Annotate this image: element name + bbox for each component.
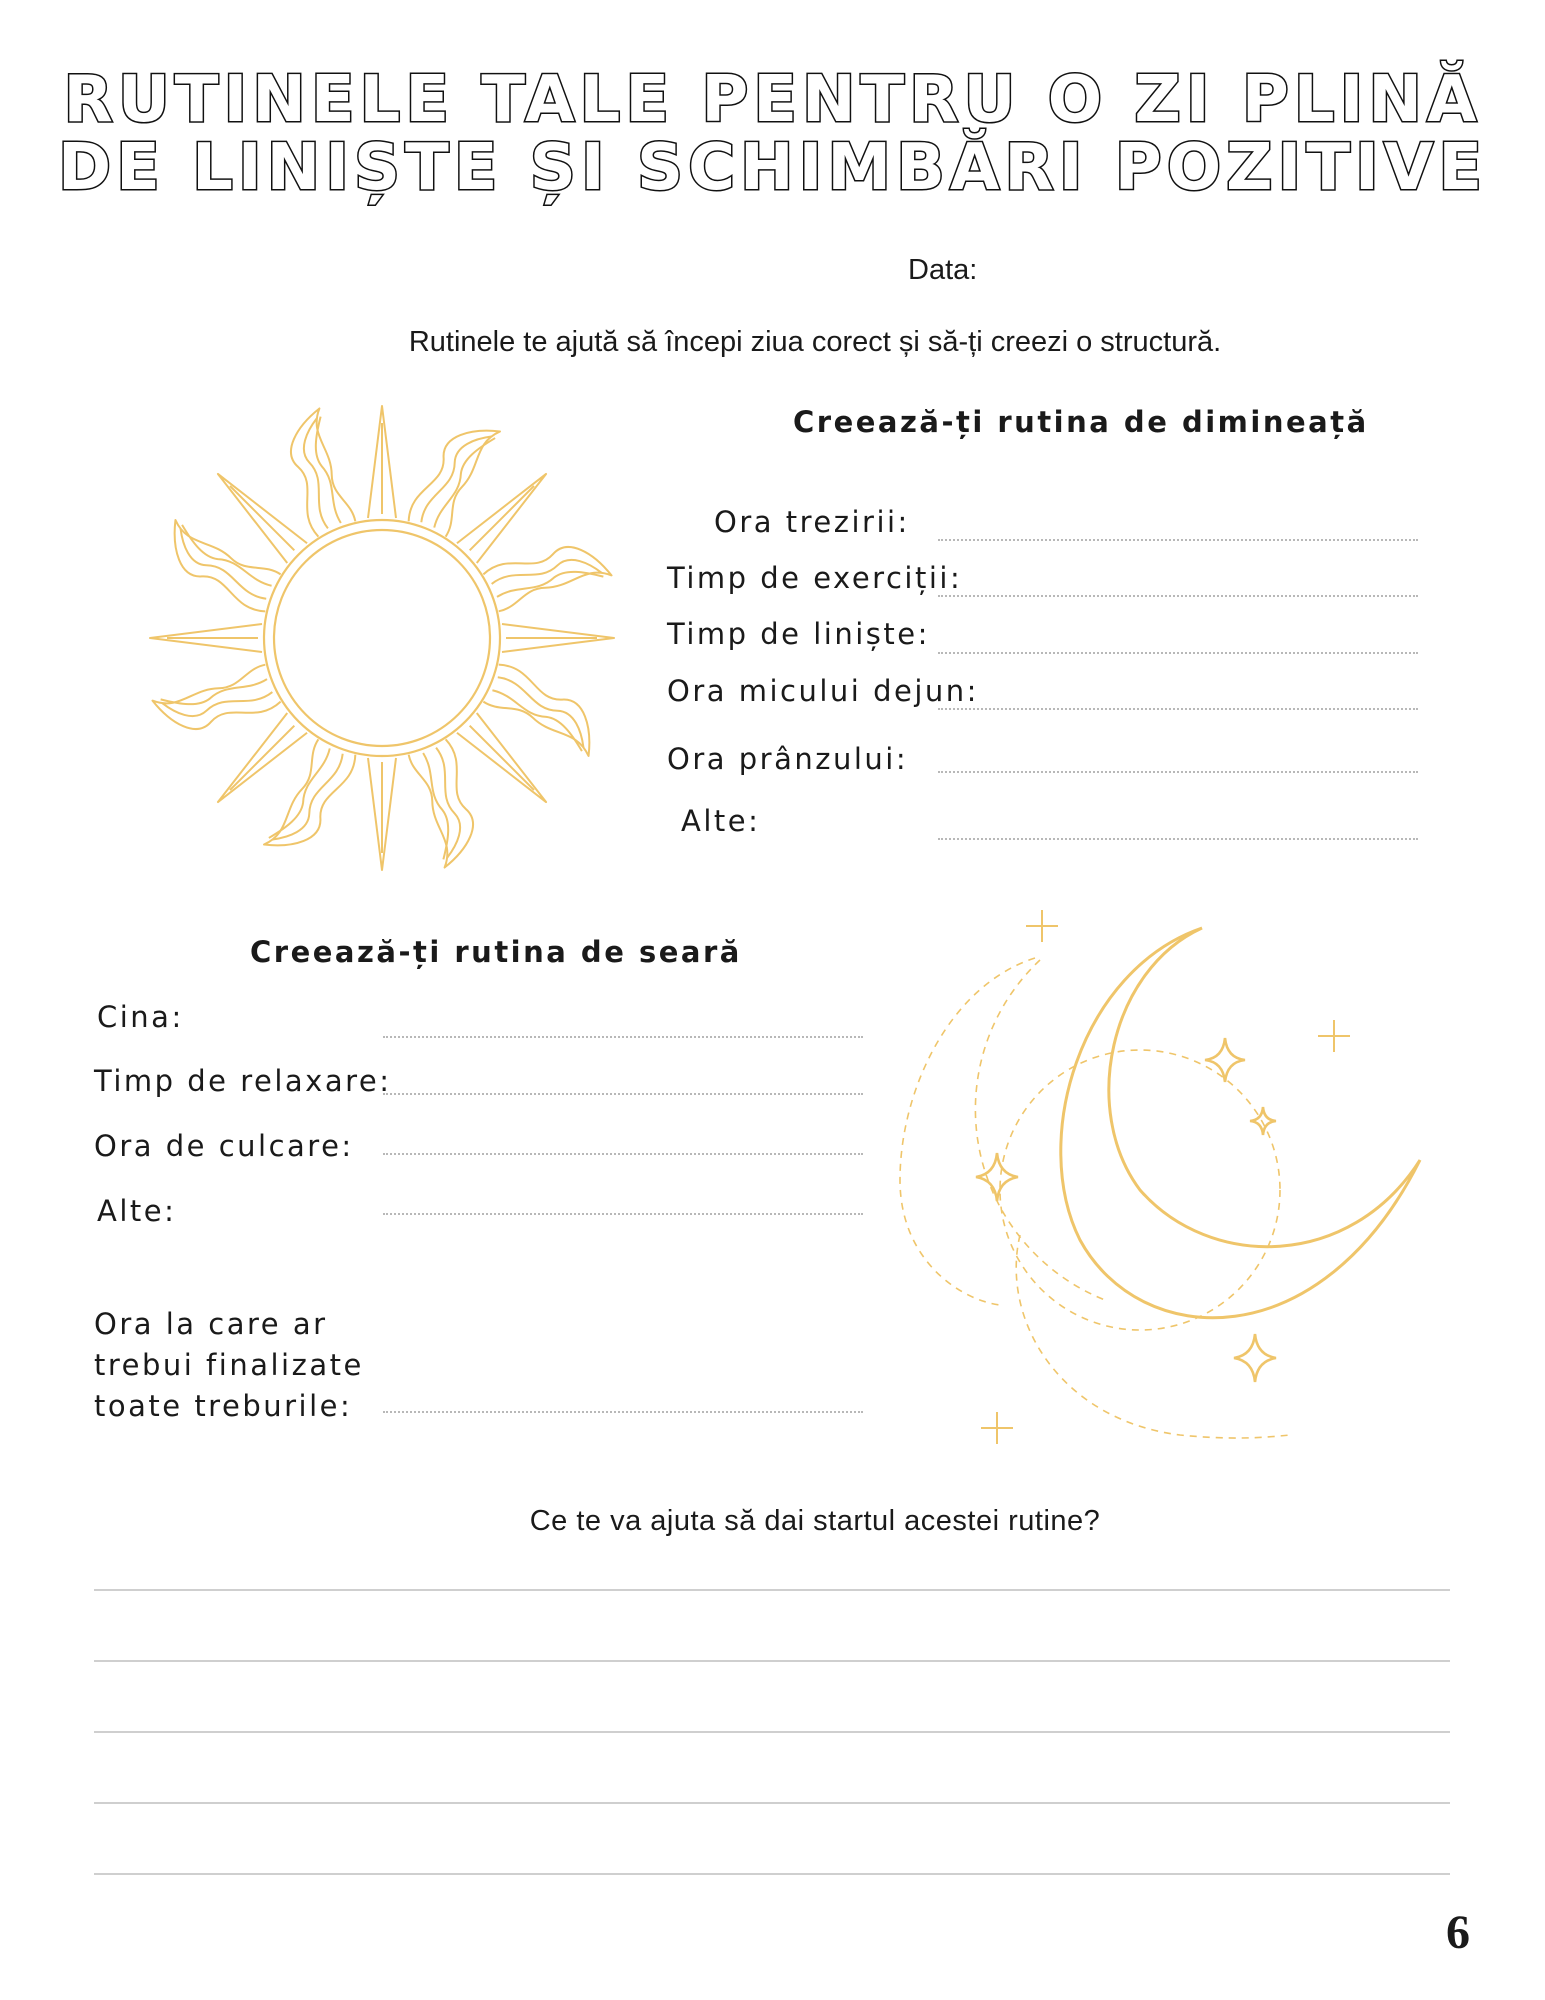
sparkle-icon	[1205, 1038, 1245, 1082]
evening-field-label-other: Alte:	[97, 1194, 177, 1228]
page-title	[0, 63, 1545, 205]
sparkle-icon	[981, 910, 1350, 1444]
deadline-label-line-1: Ora la care ar	[94, 1307, 328, 1341]
morning-field-line-other[interactable]	[938, 838, 1418, 840]
morning-field-line-lunch[interactable]	[938, 771, 1418, 773]
morning-field-line-breakfast[interactable]	[938, 708, 1418, 710]
intro-text: Rutinele te ajută să începi ziua corect și să-ți creezi o structură.	[408, 326, 1222, 358]
crescent-moon-icon	[880, 900, 1440, 1460]
morning-heading: Creează-ți rutina de dimineață	[793, 405, 1369, 439]
page-title-line-1: RUTINELE TALE PENTRU O ZI PLINĂ	[63, 63, 1482, 137]
evening-field-line-other[interactable]	[383, 1213, 863, 1215]
writing-line-5[interactable]	[94, 1873, 1450, 1875]
morning-field-label-breakfast: Ora micului dejun:	[667, 674, 979, 708]
evening-field-line-dinner[interactable]	[383, 1036, 863, 1038]
writing-line-1[interactable]	[94, 1589, 1450, 1591]
page-title-line-2: DE LINIȘTE ȘI SCHIMBĂRI POZITIVE	[57, 131, 1488, 205]
morning-field-label-quiet: Timp de liniște:	[667, 617, 930, 651]
page-number: 6	[1446, 1906, 1470, 1959]
deadline-label-line-3: toate treburile:	[94, 1389, 353, 1423]
evening-field-line-relax[interactable]	[383, 1093, 863, 1095]
morning-field-label-other: Alte:	[681, 804, 761, 838]
writing-line-3[interactable]	[94, 1731, 1450, 1733]
evening-field-label-bedtime: Ora de culcare:	[94, 1129, 354, 1163]
morning-field-label-lunch: Ora prânzului:	[667, 742, 909, 776]
evening-field-label-dinner: Cina:	[97, 1000, 184, 1034]
question-text: Ce te va ajuta să dai startul acestei rutine?	[529, 1505, 1101, 1537]
evening-heading: Creează-ți rutina de seară	[250, 935, 742, 969]
deadline-field-line[interactable]	[383, 1411, 863, 1413]
evening-field-label-relax: Timp de relaxare:	[94, 1064, 392, 1098]
morning-field-line-quiet[interactable]	[938, 652, 1418, 654]
sparkle-icon	[976, 1153, 1018, 1201]
morning-field-line-wake[interactable]	[938, 539, 1418, 541]
writing-line-4[interactable]	[94, 1802, 1450, 1804]
evening-field-line-bedtime[interactable]	[383, 1153, 863, 1155]
morning-field-label-exercise: Timp de exerciții:	[667, 561, 963, 595]
morning-field-line-exercise[interactable]	[938, 595, 1418, 597]
sun-icon	[142, 398, 622, 878]
writing-line-2[interactable]	[94, 1660, 1450, 1662]
date-label: Data:	[908, 254, 978, 286]
sparkle-icon	[1234, 1334, 1276, 1382]
morning-field-label-wake: Ora trezirii:	[714, 505, 910, 539]
sparkle-icon	[1250, 1107, 1276, 1135]
deadline-label	[94, 1304, 364, 1427]
deadline-label-line-2: trebui finalizate	[94, 1348, 364, 1382]
